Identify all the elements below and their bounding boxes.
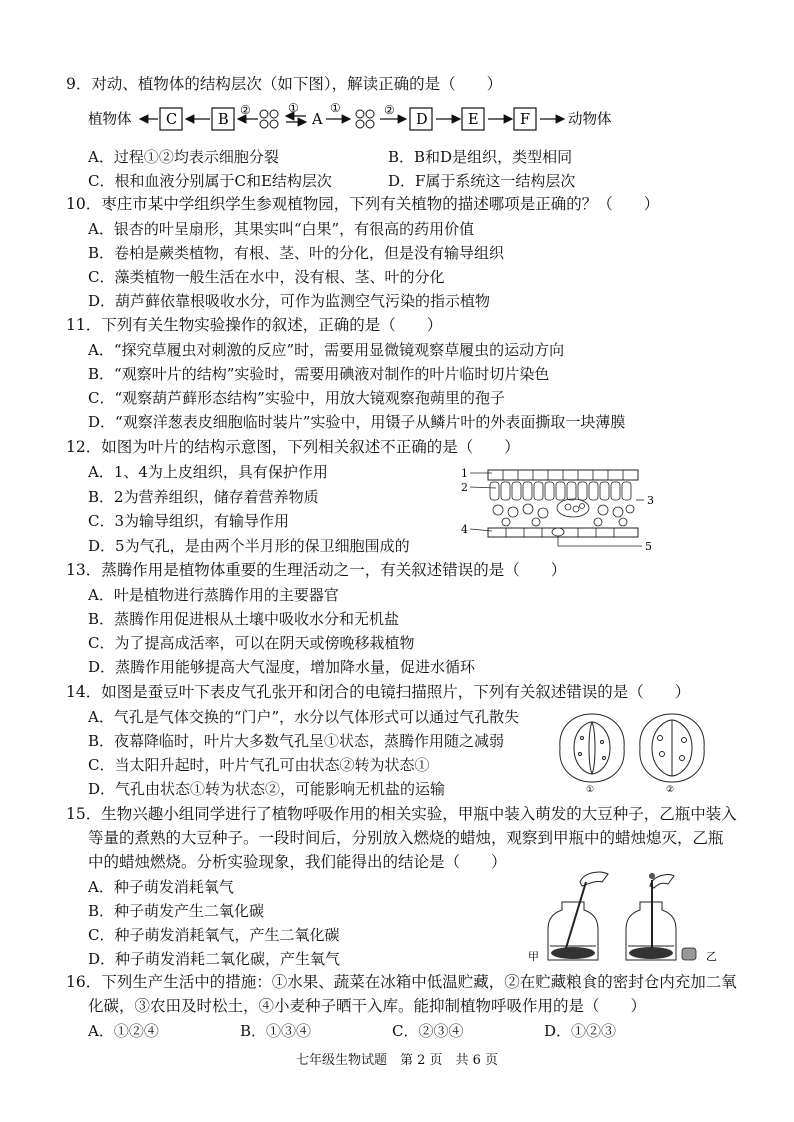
q16-options-row <box>88 1019 688 1043</box>
q14-label-2: ② <box>666 785 675 794</box>
q9-option-a: A．过程①②均表示细胞分裂 <box>88 148 279 166</box>
q12-label-5: 5 <box>645 540 652 553</box>
q9-cell-a: A <box>312 112 323 128</box>
q16-stem-line-2: 化碳，③农田及时松土，④小麦种子晒干入库。能抑制植物呼吸作用的是（ ） <box>88 997 647 1015</box>
q9-options-row1 <box>88 145 688 169</box>
q13-option-a: A．叶是植物进行蒸腾作用的主要器官 <box>88 586 339 604</box>
q14-stoma-closed <box>640 714 704 782</box>
q11-option-a: A．“探究草履虫对刺激的反应”时，需要用显微镜观察草履虫的运动方向 <box>88 341 565 359</box>
q15-option-a: A．种子萌发消耗氧气 <box>88 878 234 896</box>
q9-step2-left: ② <box>240 103 251 117</box>
q14-stem: 14．如图是蚕豆叶下表皮气孔张开和闭合的电镜扫描照片，下列有关叙述错误的是（ ） <box>66 683 691 701</box>
q15-label-yi: 乙 <box>706 950 717 963</box>
q9-option-c: C．根和血液分别属于C和E结构层次 <box>88 172 332 190</box>
q12-label-1: 1 <box>461 467 468 480</box>
q9-animal-label: 动物体 <box>568 112 612 128</box>
q12-stem: 12．如图为叶片的结构示意图，下列相关叙述不正确的是（ ） <box>66 438 520 456</box>
q15-stem-line-3: 中的蜡烛燃烧。分析实验现象，我们能得出的结论是（ ） <box>88 853 507 871</box>
q14-option-b: B．夜幕降临时，叶片大多数气孔呈①状态，蒸腾作用随之减弱 <box>88 732 505 750</box>
q15-option-d: D．种子萌发消耗二氧化碳，产生氧气 <box>88 950 341 968</box>
q11-option-c: C．“观察葫芦藓形态结构”实验中，用放大镜观察孢蒴里的孢子 <box>88 389 505 407</box>
q11-option-b: B．“观察叶片的结构”实验时，需要用碘液对制作的叶片临时切片染色 <box>88 365 550 383</box>
q12-option-c: C．3为输导组织，有输导作用 <box>88 512 290 530</box>
q14-option-c: C．当太阳升起时，叶片气孔可由状态②转为状态① <box>88 756 430 774</box>
q9-box-f-label: F <box>520 112 531 128</box>
q12-label-4: 4 <box>461 523 468 536</box>
q15-stem-line-2: 等量的煮熟的大豆种子。一段时间后，分别放入燃烧的蜡烛，观察到甲瓶中的蜡烛熄灭，乙瓶 <box>88 829 724 847</box>
q9-step1-right: ① <box>330 101 341 115</box>
q15-option-b: B．种子萌发产生二氧化碳 <box>88 902 265 920</box>
q16-option-d: D．①②③ <box>544 1022 617 1040</box>
q10-stem: 10．枣庄市某中学组织学生参观植物园，下列有关植物的描述哪项是正确的？（ ） <box>66 195 660 213</box>
q9-step1-left: ① <box>288 101 299 115</box>
q12-option-a: A．1、4为上皮组织，具有保护作用 <box>88 463 328 481</box>
q9-option-b: B．B和D是组织，类型相同 <box>388 148 573 166</box>
q15-stem-line-1: 15．生物兴趣小组同学进行了植物呼吸作用的相关实验，甲瓶中装入萌发的大豆种子，乙瓶中装入 <box>66 805 737 823</box>
q13-option-b: B．蒸腾作用促进根从土壤中吸收水分和无机盐 <box>88 610 400 628</box>
q16-option-c: C．②③④ <box>392 1022 464 1040</box>
q9-plant-label: 植物体 <box>88 112 132 128</box>
q15-option-c: C．种子萌发消耗氧气，产生二氧化碳 <box>88 926 340 944</box>
q12-option-d: D．5为气孔，是由两个半月形的保卫细胞围成的 <box>88 537 410 555</box>
q14-label-1: ① <box>586 785 595 794</box>
q15-hand-jia <box>580 872 608 886</box>
q10-option-c: C．藻类植物一般生活在水中，没有根、茎、叶的分化 <box>88 268 445 286</box>
q10-option-b: B．卷柏是蕨类植物，有根、茎、叶的分化，但是没有输导组织 <box>88 244 505 262</box>
q10-option-d: D．葫芦藓依靠根吸收水分，可作为监测空气污染的指示植物 <box>88 292 491 310</box>
q9-box-c-label: C <box>166 112 178 128</box>
q9-box-d-label: D <box>416 112 428 128</box>
q11-option-d: D．“观察洋葱表皮细胞临时装片”实验中，用镊子从鳞片叶的外表面撕取一块薄膜 <box>88 413 626 431</box>
q11-stem: 11．下列有关生物实验操作的叙述，正确的是（ ） <box>66 316 443 334</box>
q14-option-a: A．气孔是气体交换的“门户”，水分以气体形式可以通过气孔散失 <box>88 708 520 726</box>
q9-cell-cluster-left <box>260 110 278 128</box>
q13-option-c: C．为了提高成活率，可以在阴天或傍晚移栽植物 <box>88 634 415 652</box>
q12-label-2: 2 <box>461 481 468 494</box>
q15-jar-experiment-figure <box>522 868 722 968</box>
q15-lid-icon <box>682 948 696 960</box>
q16-stem-line-1: 16．下列生产生活中的措施：①水果、蔬菜在冰箱中低温贮藏，②在贮藏粮食的密封仓内充加二氧 <box>66 973 737 991</box>
q10-option-a: A．银杏的叶呈扇形，其果实叫“白果”，有很高的药用价值 <box>88 220 475 238</box>
page-footer: 七年级生物试题 第 2 页 共 6 页 <box>295 1053 499 1068</box>
q12-leaf-structure-figure <box>458 464 658 556</box>
q13-option-d: D．蒸腾作用能够提高大气湿度，增加降水量，促进水循环 <box>88 658 476 676</box>
q12-label-3: 3 <box>647 494 654 507</box>
q9-option-d: D．F属于系统这一结构层次 <box>388 172 576 190</box>
q9-step2-right: ② <box>384 103 395 117</box>
q9-cell-cluster-right <box>356 110 374 128</box>
q9-box-b-label: B <box>218 112 229 128</box>
q15-label-jia: 甲 <box>528 950 539 963</box>
q9-stem: 9．对动、植物体的结构层次（如下图），解读正确的是（ ） <box>66 75 503 93</box>
q9-structure-diagram <box>88 100 728 136</box>
q9-options-row2 <box>88 169 688 193</box>
q14-stomata-figure <box>552 708 712 794</box>
q12-option-b: B．2为营养组织，储存着营养物质 <box>88 488 319 506</box>
q14-option-d: D．气孔由状态①转为状态②，可能影响无机盐的运输 <box>88 780 446 798</box>
q13-stem: 13．蒸腾作用是植物体重要的生理活动之一，有关叙述错误的是（ ） <box>66 561 567 579</box>
q16-option-a: A．①②④ <box>88 1022 159 1040</box>
q14-stoma-open <box>560 714 624 782</box>
q9-box-e-label: E <box>468 112 479 128</box>
q16-option-b: B．①③④ <box>240 1022 312 1040</box>
